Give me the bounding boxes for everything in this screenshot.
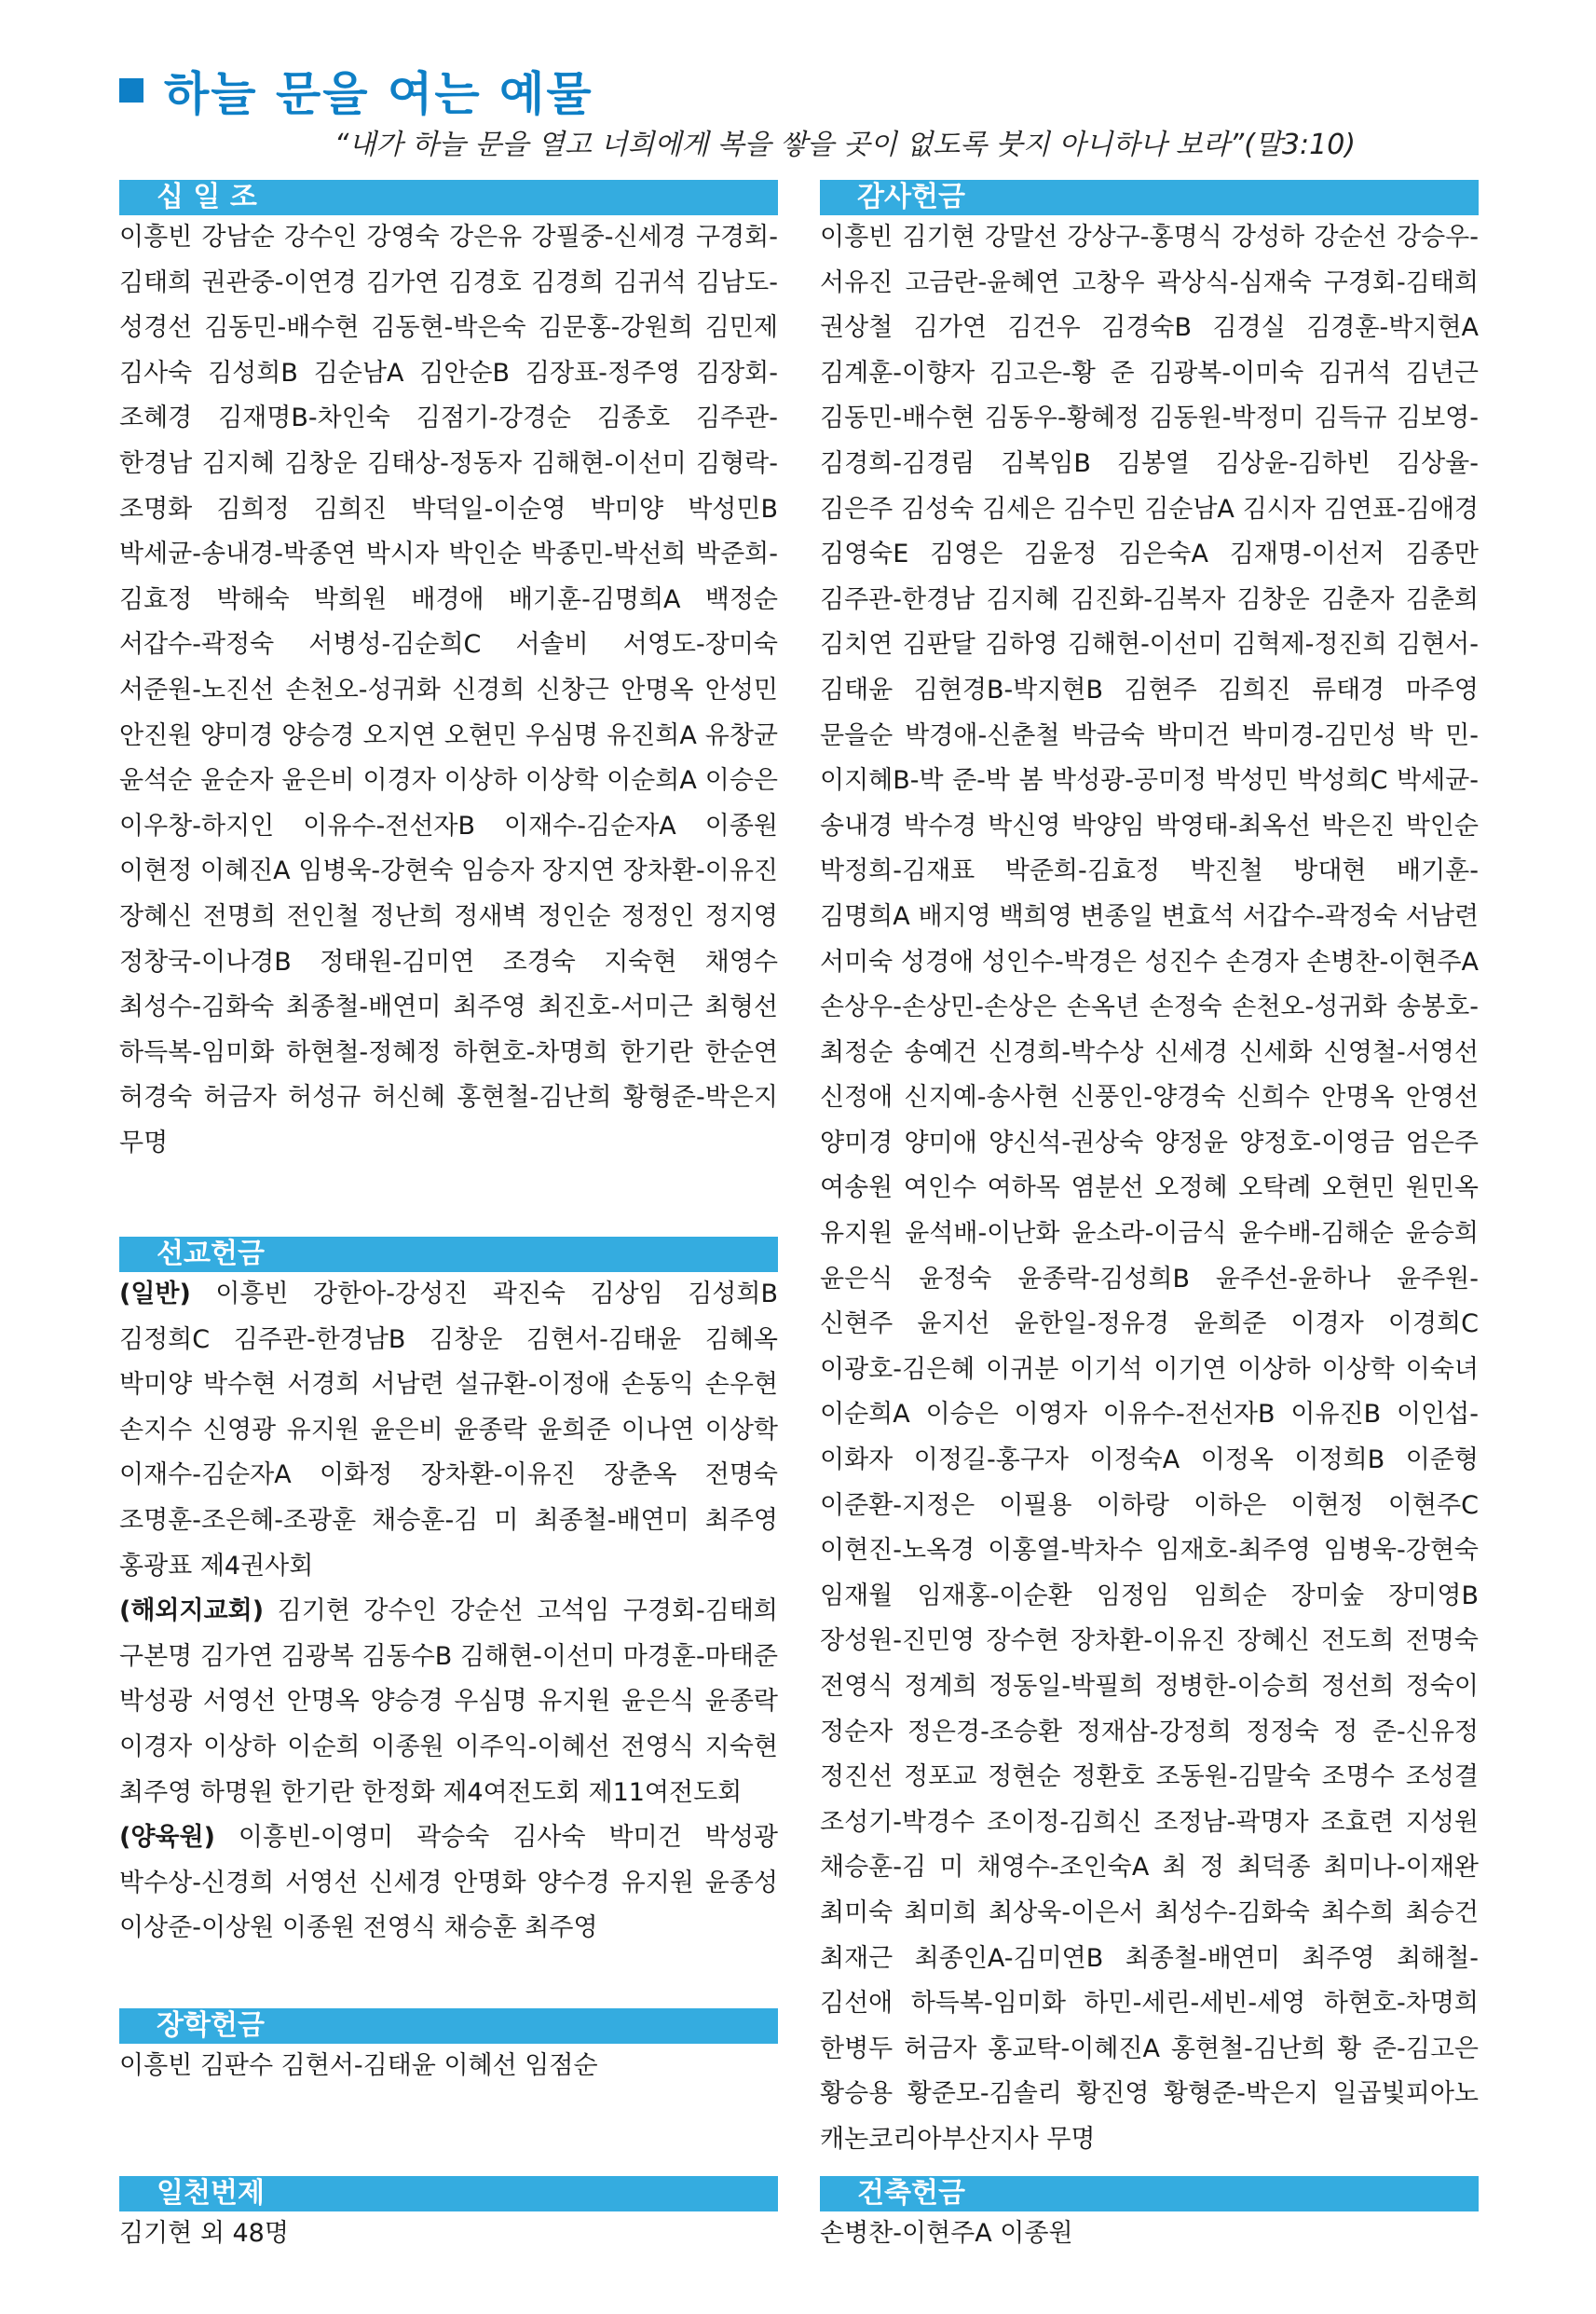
tithe-donor-list xyxy=(119,215,778,1194)
section-heading-tithe: 십 일 조 xyxy=(119,180,778,215)
section-heading-scholarship: 장학헌금 xyxy=(119,2008,778,2044)
tithe-text: 이흥빈 강남순 강수인 강영숙 강은유 강필중-신세경 구경회-김태희 권관중-이연경 김가연 김경호 김경희 김귀석 김남도-성경선 김동민-배수현 김동현-박은숙 김문홍-강원희 김민제 김사숙 김성희B 김순남A 김안순B 김장표-정주영 김장회-조혜경 김재명B-차인숙 김점기-강경순 김종호 김주관-한경남 김지혜 김창운 김태상-정동자 김해현-이선미 김형락-조명화 김희정 김희진 박덕일-이순영 박미양 박성민B 박세균-송내경-박종연 박시자 박인순 박종민-박선희 박준희-김효정 박해숙 박희원 배경애 배기훈-김명희A 백정순 서갑수-곽정숙 서병성-김순희C 서솔비 서영도-장미숙 서준원-노진선 손천오-성귀화 신경희 신창근 안명옥 안성민 안진원 양미경 양승경 오지연 오현민 우심명 유진희A 유창균 윤석순 윤순자 윤은비 이경자 이상하 이상학 이순희A 이승은 이우창-하지인 이유수-전선자B 이재수-김순자A 이종원 이현정 이혜진A 임병욱-강현숙 임승자 장지연 장차환-이유진 장혜신 전명희 전인철 정난희 정새벽 정인순 정정인 정지영 정창국-이나경B 정태원-김미연 조경숙 지숙현 채영수 최성수-김화숙 최종철-배연미 최주영 최진호-서미근 최형선 하득복-임미화 하현철-정혜정 하현호-차명희 한기란 한순연 허경숙 허금자 허성규 허신혜 홍현철-김난희 황형준-박은지 무명 xyxy=(119,223,778,1157)
page-title: 하늘 문을 여는 예물 xyxy=(164,67,593,121)
mission-nursing-label: (양육원) xyxy=(119,1823,215,1853)
section-thanks xyxy=(820,180,1479,2180)
mission-nursing xyxy=(119,1815,778,1951)
mission-donor-list xyxy=(119,1272,778,1973)
section-scholarship xyxy=(119,2008,778,2089)
building-text: 손병찬-이현주A 이종원 xyxy=(820,2219,1073,2248)
thanks-text: 이흥빈 김기현 강말선 강상구-홍명식 강성하 강순선 강승우-서유진 고금란-윤혜연 고창우 곽상식-심재숙 구경회-김태희 권상철 김가연 김건우 김경숙B 김경실 김경훈-박지현A 김계훈-이향자 김고은-황 준 김광복-이미숙 김귀석 김년근 김동민-배수현 김동우-황혜정 김동원-박정미 김득규 김보영-김경희-김경림 김복임B 김봉열 김상윤-김하빈 김상율-김은주 김성숙 김세은 김수민 김순남A 김시자 김연표-김애경 김영숙E 김영은 김윤정 김은숙A 김재명-이선저 김종만 김주관-한경남 김지혜 김진화-김복자 김창운 김춘자 김춘희 김치연 김판달 김하영 김해현-이선미 김혁제-정진희 김현서-김태윤 김현경B-박지현B 김현주 김희진 류태경 마주영 문을순 박경애-신춘철 박금숙 박미건 박미경-김민성 박 민-이지혜B-박 준-박 봄 박성광-공미정 박성민 박성희C 박세균-송내경 박수경 박신영 박양임 박영태-최옥선 박은진 박인순 박정희-김재표 박준희-김효정 박진철 방대현 배기훈-김명희A 배지영 백희영 변종일 변효석 서갑수-곽정숙 서남련 서미숙 성경애 성인수-박경은 성진수 손경자 손병찬-이현주A 손상우-손상민-손상은 손옥년 손정숙 손천오-성귀화 송봉호-최정순 송예건 신경희-박수상 신세경 신세화 신영철-서영선 신정애 신지예-송사현 신풍인-양경숙 신희수 안명옥 안영선 양미경 양미애 양신석-권상숙 양정윤 양정호-이영금 엄은주 여송원 여인수 여하목 염분선 오정혜 오탁례 오현민 원민옥 유지원 윤석배-이난화 윤소라-이금식 윤수배-김해순 윤승희 윤은식 윤정숙 윤종락-김성희B 윤주선-윤하나 윤주원-신현주 윤지선 윤한일-정유경 윤희준 이경자 이경희C 이광호-김은혜 이귀분 이기석 이기연 이상하 이상학 이숙녀 이순희A 이승은 이영자 이유수-전선자B 이유진B 이인섭-이화자 이정길-홍구자 이정숙A 이정옥 이정희B 이준형 이준환-지정은 이필용 이하랑 이하은 이현정 이현주C 이현진-노옥경 이홍열-박차수 임재호-최주영 임병욱-강현숙 임재월 임재홍-이순환 임정임 임희순 장미숲 장미영B 장성원-진민영 장수현 장차환-이유진 장혜신 전도희 전명숙 전영식 정계희 정동일-박필희 정병한-이승희 정선희 정숙이 정순자 정은경-조승환 정재삼-강정희 정정숙 정 준-신유정 정진선 정포교 정현순 정환호 조동원-김말숙 조명수 조성결 조성기-박경수 조이정-김희신 조정남-곽명자 조효련 지성원 채승훈-김 미 채영수-조인숙A 최 정 최덕종 최미나-이재완 최미숙 최미희 최상욱-이은서 최성수-김화숙 최수희 최승건 최재근 최종인A-김미연B 최종철-배연미 최주영 최해철-김선애 하득복-임미화 하민-세린-세빈-세영 하현호-차명희 한병두 허금자 홍교탁-이혜진A 홍현철-김난희 황 준-김고은 황승용 황준모-김솔리 황진영 황형준-박은지 일곱빛피아노 캐논코리아부산지사 무명 xyxy=(820,223,1479,2154)
section-heading-thanks: 감사헌금 xyxy=(820,180,1479,215)
scripture-verse: “내가 하늘 문을 열고 너희에게 복을 쌓을 곳이 없도록 붓지 아니하나 보라”(말3:10) xyxy=(334,129,1356,161)
section-heading-building: 건축헌금 xyxy=(820,2176,1479,2211)
thousand-offering-text: 김기현 외 48명 xyxy=(119,2219,289,2248)
thanks-donor-list xyxy=(820,215,1479,2180)
scholarship-donor-list xyxy=(119,2044,778,2089)
mission-overseas-text: 김기현 강수인 강순선 고석임 구경회-김태희 구본명 김가연 김광복 김동수B 김해현-이선미 마경훈-마태준 박성광 서영선 안명옥 양승경 우심명 유지원 윤은식 윤종락 이경자 이상하 이순희 이종원 이주익-이혜선 전영식 지숙현 최주영 하명원 한기란 한정화 제4여전도회 제11여전도회 xyxy=(119,1596,778,1807)
building-donor-list xyxy=(820,2211,1479,2257)
mission-overseas xyxy=(119,1589,778,1815)
section-mission xyxy=(119,1237,778,1973)
page-header xyxy=(119,58,593,123)
thousand-offering-list xyxy=(119,2211,778,2257)
mission-general-text: 이흥빈 강한아-강성진 곽진숙 김상임 김성희B 김정희C 김주관-한경남B 김창운 김현서-김태윤 김혜옥 박미양 박수현 서경희 서남련 설규환-이정애 손동익 손우현 손지수 신영광 유지원 윤은비 윤종락 윤희준 이나연 이상학 이재수-김순자A 이화정 장차환-이유진 장춘옥 전명숙 조명훈-조은혜-조광훈 채승훈-김 미 최종철-배연미 최주영 홍광표 제4권사회 xyxy=(119,1280,778,1581)
section-heading-mission: 선교헌금 xyxy=(119,1237,778,1272)
mission-overseas-label: (해외지교회) xyxy=(119,1596,265,1626)
section-building xyxy=(820,2176,1479,2257)
section-tithe xyxy=(119,180,778,1194)
section-thousand-offering xyxy=(119,2176,778,2257)
mission-general xyxy=(119,1272,778,1589)
scholarship-text: 이흥빈 김판수 김현서-김태윤 이혜선 임점순 xyxy=(119,2051,598,2080)
square-bullet-icon xyxy=(119,78,143,103)
mission-nursing-text: 이흥빈-이영미 곽승숙 김사숙 박미건 박성광 박수상-신경희 서영선 신세경 안명화 양수경 유지원 윤종성 이상준-이상원 이종원 전영식 채승훈 최주영 xyxy=(119,1823,778,1943)
section-heading-thousand-offering: 일천번제 xyxy=(119,2176,778,2211)
mission-general-label: (일반) xyxy=(119,1280,191,1308)
